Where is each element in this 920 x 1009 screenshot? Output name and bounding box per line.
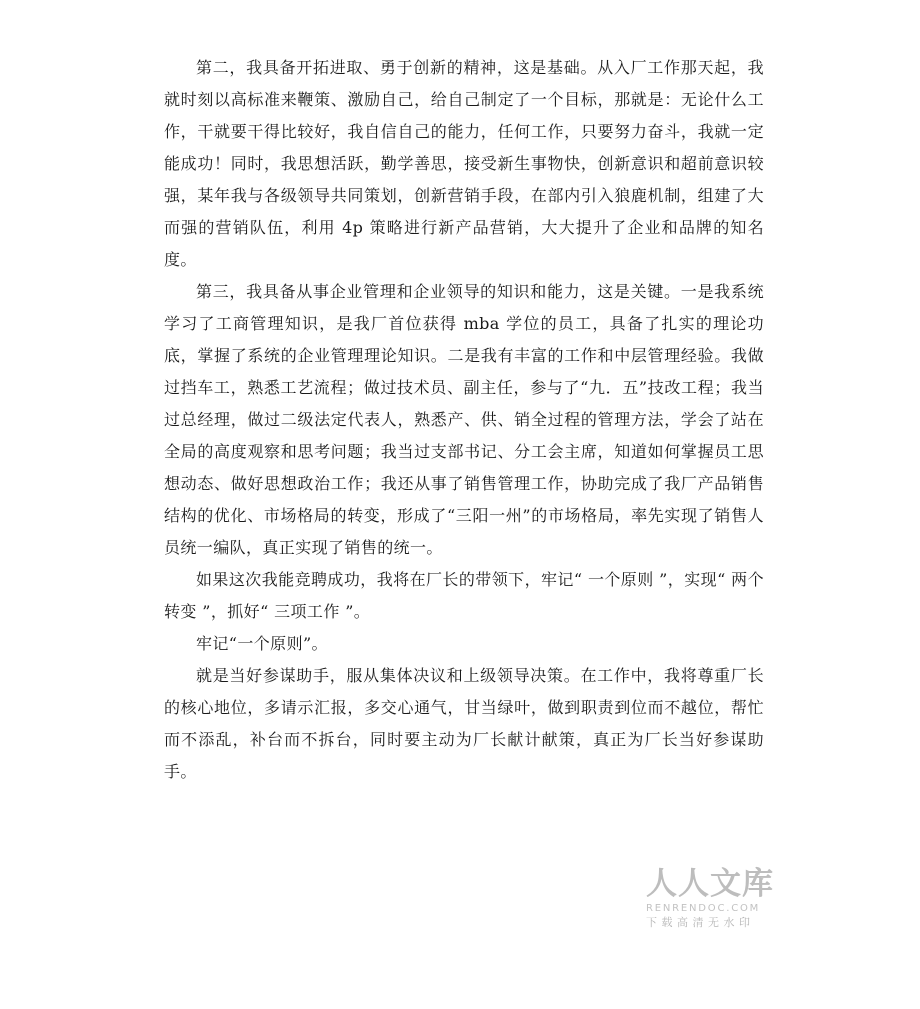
watermark-logo bbox=[646, 866, 776, 931]
paragraph-2: 第三，我具备从事企业管理和企业领导的知识和能力，这是关键。一是我系统学习了工商管理知识，是我厂首位获得 mba 学位的员工，具备了扎实的理论功底，掌握了系统的企业管理理论知识。二是我有丰富的工作和中层管理经验。我做过挡车工，熟悉工艺流程；做过技术员、副主任，参与了“九．五”技改工程；我当过总经理，做过二级法定代表人，熟悉产、供、销全过程的管理方法，学会了站在全局的高度观察和思考问题；我当过支部书记、分工会主席，知道如何掌握员工思想动态、做好思想政治工作；我还从事了销售管理工作，协助完成了我厂产品销售结构的优化、市场格局的转变，形成了“三阳一州”的市场格局，率先实现了销售人员统一编队，真正实现了销售的统一。 bbox=[164, 282, 764, 557]
paragraph-5: 就是当好参谋助手，服从集体决议和上级领导决策。在工作中，我将尊重厂长的核心地位，多请示汇报，多交心通气，甘当绿叶，做到职责到位而不越位，帮忙而不添乱，补台而不拆台，同时要主动为厂长献计献策，真正为厂长当好参谋助手。 bbox=[164, 666, 764, 781]
document-body bbox=[164, 52, 764, 788]
paragraph-1: 第二，我具备开拓进取、勇于创新的精神，这是基础。从入厂工作那天起，我就时刻以高标准来鞭策、激励自己，给自己制定了一个目标，那就是：无论什么工作，干就要干得比较好，我自信自己的能力，任何工作，只要努力奋斗，我就一定能成功！同时，我思想活跃，勤学善思，接受新生事物快，创新意识和超前意识较强，某年我与各级领导共同策划，创新营销手段，在部内引入狼鹿机制，组建了大而强的营销队伍，利用 4p 策略进行新产品营销，大大提升了企业和品牌的知名度。 bbox=[164, 58, 764, 269]
paragraph-3: 如果这次我能竞聘成功，我将在厂长的带领下，牢记“ 一个原则 ”，实现“ 两个转变 ”，抓好“ 三项工作 ”。 bbox=[164, 570, 764, 621]
paragraph-4: 牢记“一个原则”。 bbox=[196, 634, 328, 653]
watermark-title: 人人文库 bbox=[646, 866, 774, 902]
watermark-domain: RENRENDOC.COM bbox=[646, 903, 761, 914]
watermark-subtitle: 下载高清无水印 bbox=[646, 916, 755, 929]
